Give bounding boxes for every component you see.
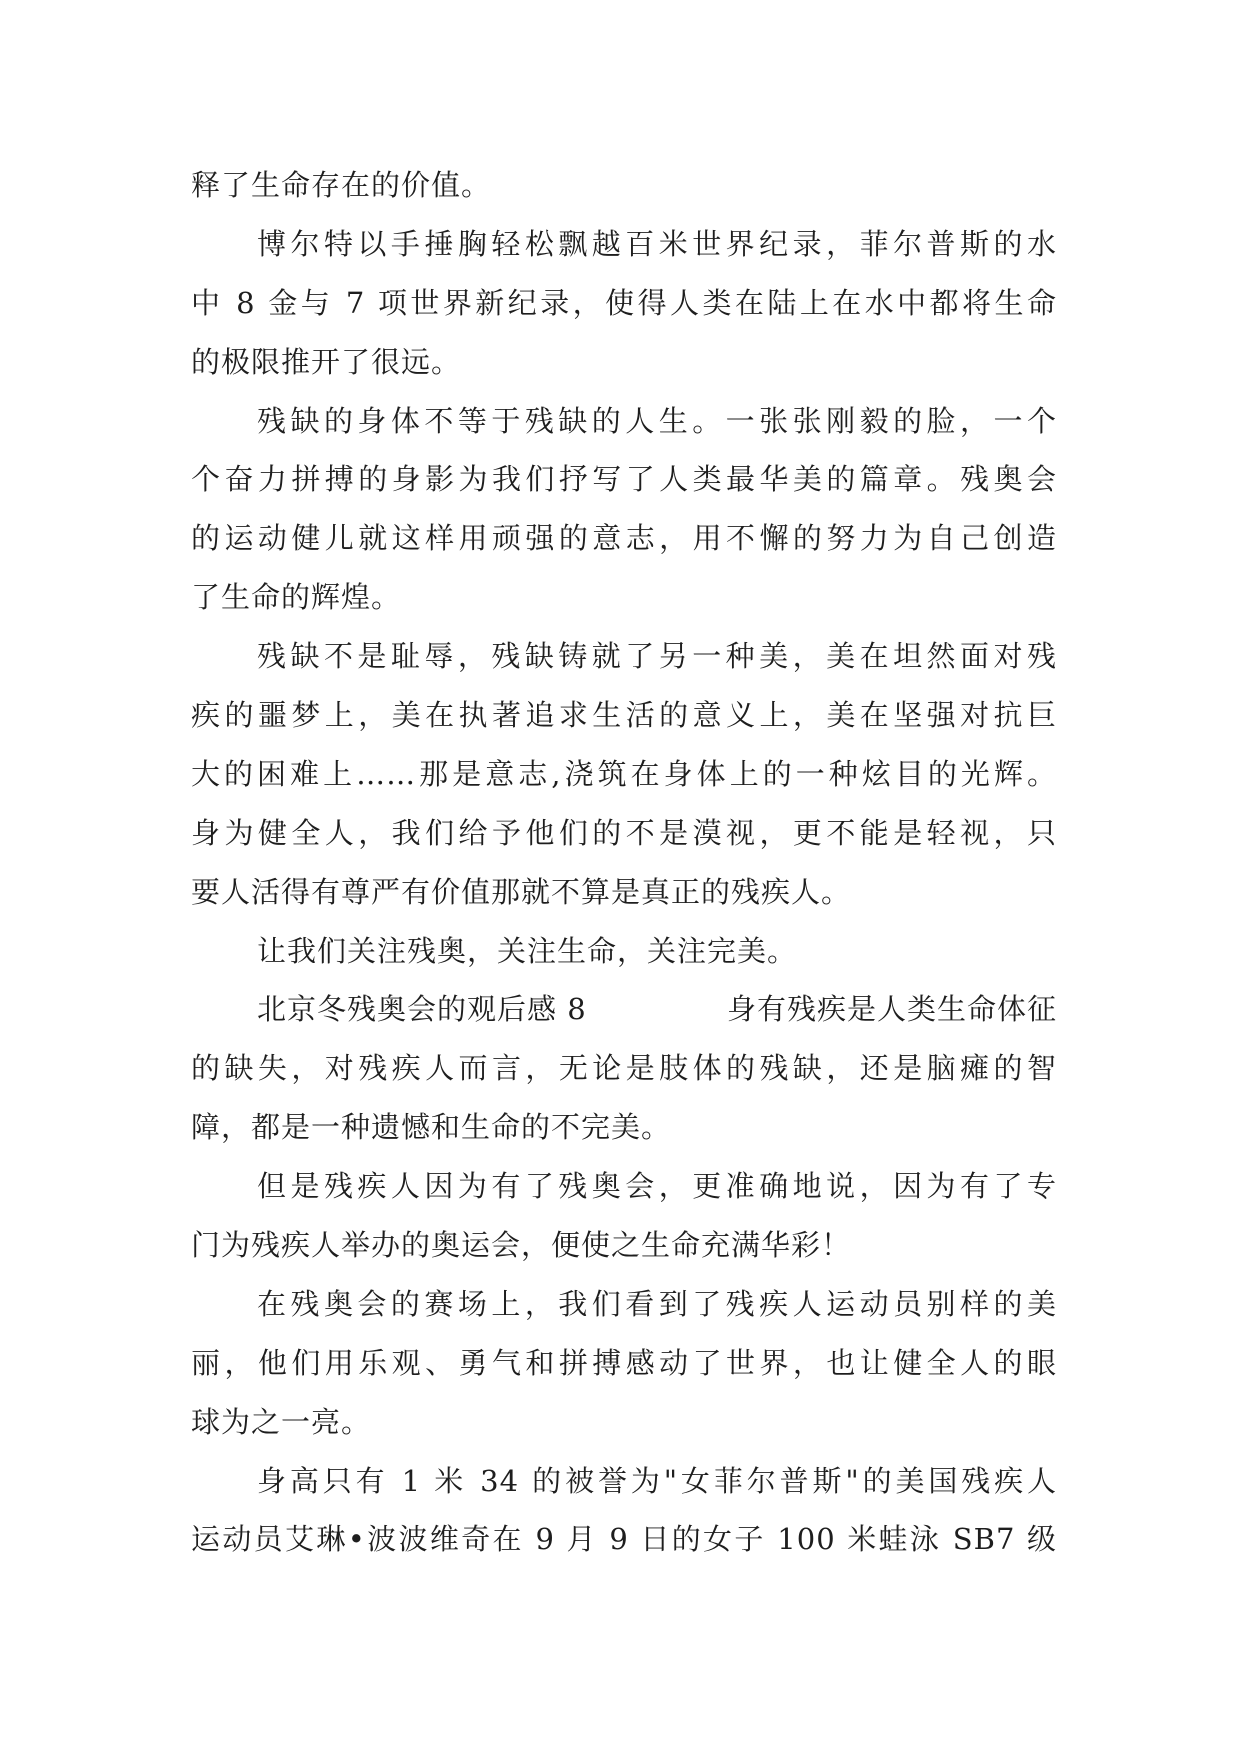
text-line: 的极限推开了很远。 (191, 344, 462, 379)
paragraph (191, 1275, 1057, 1452)
paragraph (191, 922, 1057, 981)
text-line: 运动员艾琳•波波维奇在 9 月 9 日的女子 100 米蛙泳 SB7 级 (191, 1522, 1057, 1557)
text-segment: 身有残疾是人类生命体征 (726, 992, 1057, 1027)
text-line: 身为健全人，我们给予他们的不是漠视，更不能是轻视，只 (191, 815, 1057, 850)
text-line: 在残奥会的赛场上，我们看到了残疾人运动员别样的美 (257, 1286, 1057, 1321)
paragraph (191, 980, 1057, 1157)
text-line: 博尔特以手捶胸轻松飘越百米世界纪录，菲尔普斯的水 (257, 226, 1057, 261)
document-body (191, 156, 1057, 1569)
text-line: 大的困难上……那是意志,浇筑在身体上的一种炫目的光辉。 (191, 756, 1057, 791)
text-line: 的运动健儿就这样用顽强的意志，用不懈的努力为自己创造 (191, 521, 1057, 556)
text-line: 要人活得有尊严有价值那就不算是真正的残疾人。 (191, 874, 852, 909)
paragraph (191, 392, 1057, 628)
text-line: 释了生命存在的价值。 (191, 168, 492, 202)
text-line (191, 980, 1057, 1039)
text-line: 疾的噩梦上，美在执著追求生活的意义上，美在坚强对抗巨 (191, 698, 1057, 733)
paragraph (191, 627, 1057, 921)
paragraph (191, 1452, 1057, 1570)
text-line: 残缺不是耻辱，残缺铸就了另一种美，美在坦然面对残 (257, 639, 1057, 674)
section-heading: 北京冬残奥会的观后感 8 (257, 992, 587, 1027)
text-line: 了生命的辉煌。 (191, 580, 402, 615)
paragraph (191, 1157, 1057, 1275)
text-line: 身高只有 1 米 34 的被誉为"女菲尔普斯"的美国残疾人 (257, 1463, 1057, 1498)
paragraph (191, 156, 1057, 215)
text-line: 门为残疾人举办的奥运会，便使之生命充满华彩！ (191, 1228, 852, 1263)
paragraph (191, 215, 1057, 392)
text-line: 的缺失，对残疾人而言，无论是肢体的残缺，还是脑瘫的智 (191, 1051, 1057, 1086)
text-line: 球为之一亮。 (191, 1404, 372, 1439)
text-line: 但是残疾人因为有了残奥会，更准确地说，因为有了专 (257, 1169, 1057, 1204)
text-line: 让我们关注残奥，关注生命，关注完美。 (257, 933, 798, 968)
text-line: 障，都是一种遗憾和生命的不完美。 (191, 1110, 672, 1145)
text-line: 残缺的身体不等于残缺的人生。一张张刚毅的脸，一个 (257, 403, 1057, 438)
text-line: 中 8 金与 7 项世界新纪录，使得人类在陆上在水中都将生命 (191, 285, 1057, 320)
text-line: 个奋力拼搏的身影为我们抒写了人类最华美的篇章。残奥会 (191, 462, 1057, 497)
text-line: 丽，他们用乐观、勇气和拼搏感动了世界，也让健全人的眼 (191, 1345, 1057, 1380)
